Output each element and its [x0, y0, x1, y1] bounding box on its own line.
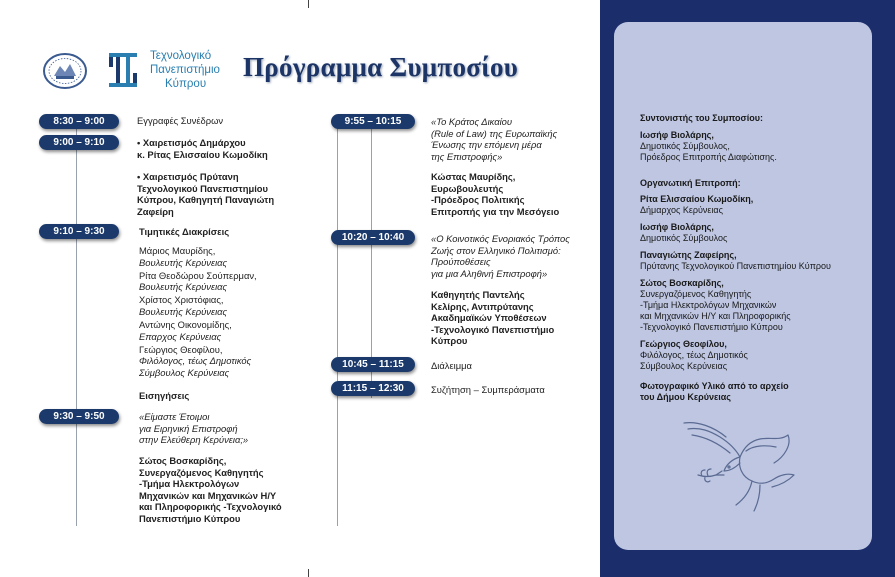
- talk-title: «Ο Κοινοτικός Ενοριακός Τρόπος Ζωής στον Ελληνικό Πολιτισμό: Προύποθέσεις για μια Αληθινή Επιστροφή»: [431, 233, 570, 279]
- coordinator-role: Δημοτικός Σύμβουλος, Πρόεδρος Επιτροπής Διαφώτισης.: [640, 141, 777, 162]
- honoree-name: Γεώργιος Θεοφίλου,: [139, 343, 223, 355]
- honors-heading: Τιμητικές Διακρίσεις: [139, 226, 230, 237]
- registration-text: Εγγραφές Συνέδρων: [137, 115, 224, 126]
- institution-name: [150, 49, 220, 91]
- honoree-role: Φιλόλογος, τέως Δημοτικός Σύμβουλος Κερύνειας: [139, 355, 252, 378]
- member-name: Παναγιώτης Ζαφείρης,: [640, 250, 737, 260]
- speaker-info: Κώστας Μαυρίδης, Ευρωβουλευτής -Πρόεδρος Πολιτικής Επιτροπής για την Μεσόγειο: [431, 171, 560, 217]
- time-pill: 11:15 – 12:30: [331, 381, 415, 396]
- fold-mark: [308, 0, 309, 8]
- honoree-name: Αντώνης Οικονομίδης,: [139, 319, 232, 331]
- honoree-role: Βουλευτής Κερύνειας: [139, 281, 228, 293]
- talk-title: «Το Κράτος Δικαίου (Rule of Law) της Ευρωπαϊκής Ένωσης την επόμενη μέρα της Επιστροφής»: [431, 116, 558, 162]
- time-pill: 10:20 – 10:40: [331, 230, 415, 245]
- institution-line: Τεχνολογικό: [150, 50, 212, 62]
- time-pill: 10:45 – 11:15: [331, 357, 415, 372]
- speaker-info: Καθηγητής Παντελής Κελίρης, Αντιπρύτανης Ακαδημαϊκών Υποθέσεων -Τεχνολογικό Πανεπιστήμιο Κύπρου: [431, 289, 555, 347]
- speaker-info: Σώτος Βοσκαρίδης, Συνεργαζόμενος Καθηγητής -Τμήμα Ηλεκτρολόγων Μηχανικών και Μηχανικών Η/Υ και Πληροφορικής -Τεχνολογικό Πανεπιστήμιο Κύπρου: [139, 455, 282, 524]
- greeting-rector: • Χαιρετισμός Πρύτανη Τεχνολογικού Πανεπιστημίου Κύπρου, Καθηγητή Παναγιώτη Ζαφείρη: [137, 171, 275, 217]
- talks-heading: Εισηγήσεις: [139, 390, 190, 401]
- member-name: Ιωσήφ Βιολάρης,: [640, 222, 714, 232]
- member-role: Δήμαρχος Κερύνειας: [640, 205, 723, 215]
- honoree-role: Βουλευτής Κερύνειας: [139, 305, 228, 317]
- time-pill: 9:10 – 9:30: [39, 224, 119, 239]
- page-title: Πρόγραμμα Συμποσίου: [243, 52, 519, 82]
- break-text: Διάλειμμα: [431, 360, 472, 371]
- member-role: Φιλόλογος, τέως Δημοτικός Σύμβουλος Κερύνειας: [640, 350, 748, 371]
- member-role: Δημοτικός Σύμβουλος: [640, 233, 728, 243]
- member-role: Συνεργαζόμενος Καθηγητής -Τμήμα Ηλεκτρολόγων Μηχανικών και Μηχανικών Η/Υ και Πληροφορικής -Τεχνολογικό Πανεπιστήμιο Κύπρου: [640, 289, 791, 332]
- time-pill: 9:55 – 10:15: [331, 114, 415, 129]
- photo-credit: Φωτογραφικό Υλικό από το αρχείο του Δήμου Κερύνειας: [640, 381, 789, 402]
- member-name: Σώτος Βοσκαρίδης,: [640, 278, 724, 288]
- dove-icon: [680, 415, 805, 515]
- committee-heading: Οργανωτική Επιτροπή:: [640, 178, 741, 188]
- greeting-mayor: • Χαιρετισμός Δημάρχου κ. Ρίτας Ελισσαίου Κωμοδίκη: [137, 137, 268, 160]
- fold-mark: [308, 569, 309, 577]
- honorees-list: [139, 245, 257, 379]
- member-role: Πρύτανης Τεχνολογικού Πανεπιστημίου Κύπρου: [640, 261, 831, 271]
- honoree-name: Ρίτα Θεοδώρου Σούπερμαν,: [139, 269, 257, 281]
- committee-list: [640, 194, 831, 372]
- institution-line: Κύπρου: [165, 78, 207, 90]
- talk-title: «Είμαστε Έτοιμοι για Ειρηνική Επιστροφή στην Ελεύθερη Κερύνεια;»: [139, 411, 249, 446]
- municipality-seal-icon: [42, 52, 88, 90]
- member-name: Γεώργιος Θεοφίλου,: [640, 339, 727, 349]
- institution-line: Πανεπιστήμιο: [150, 64, 220, 76]
- timeline-line: [76, 122, 77, 526]
- tepak-logo-icon: [108, 50, 138, 90]
- time-pill: 9:30 – 9:50: [39, 409, 119, 424]
- timeline-line: [337, 122, 338, 526]
- honoree-name: Χρίστος Χριστόφιας,: [139, 294, 224, 306]
- time-pill: 8:30 – 9:00: [39, 114, 119, 129]
- member-name: Ρίτα Ελισσαίου Κωμοδίκη,: [640, 194, 754, 204]
- coordinator-heading: Συντονιστής του Συμποσίου:: [640, 113, 763, 123]
- coordinator-name: Ιωσήφ Βιολάρης,: [640, 130, 714, 140]
- honoree-role: Επαρχος Κερύνειας: [139, 330, 222, 342]
- time-pill: 9:00 – 9:10: [39, 135, 119, 150]
- honoree-role: Βουλευτής Κερύνειας: [139, 256, 228, 268]
- honoree-name: Μάριος Μαυρίδης,: [139, 245, 216, 256]
- discussion-text: Συζήτηση – Συμπεράσματα: [431, 384, 545, 395]
